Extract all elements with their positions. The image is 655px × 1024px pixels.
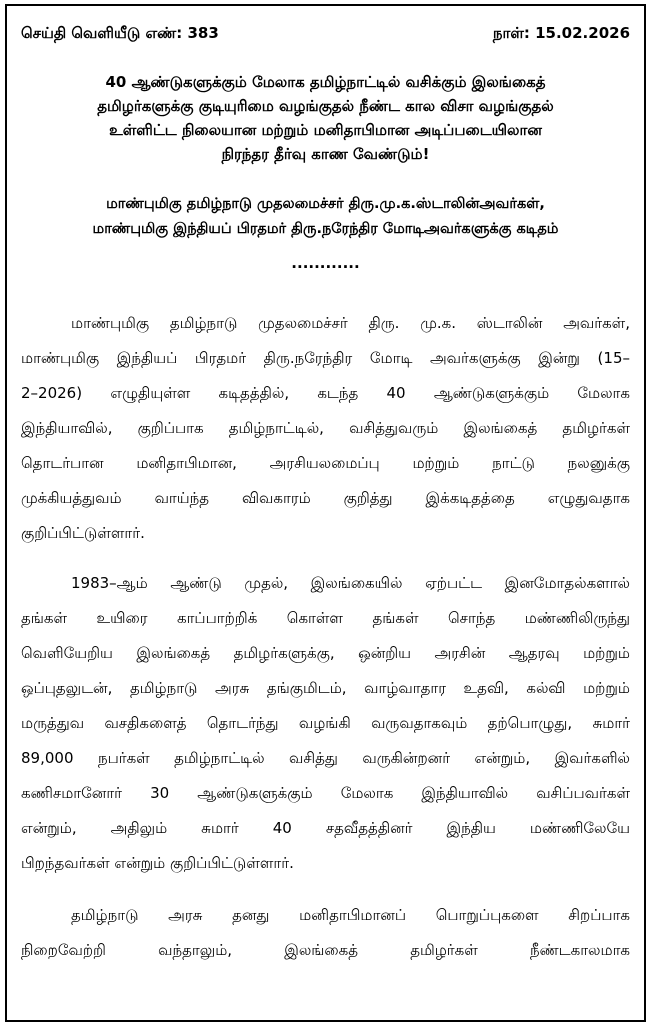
paragraph-line: கணிசமானோர் 30 ஆண்டுகளுக்கும் மேலாக இந்தியாவில் வசிப்பவர்கள்: [21, 784, 630, 802]
paragraph-line: மருத்துவ வசதிகளைத் தொடர்ந்து வழங்கி வருவதாகவும் தற்பொழுது, சுமார்: [21, 714, 630, 732]
paragraph-line: 89,000 நபர்கள் தமிழ்நாட்டில் வசித்து வருகின்றனர் என்றும், இவர்களில்: [21, 749, 630, 767]
headline-line: உள்ளிட்ட நிலையான மற்றும் மனிதாபிமான அடிப்படையிலான: [109, 121, 542, 139]
paragraph-line: தங்கள் உயிரை காப்பாற்றிக் கொள்ள தங்கள் சொந்த மண்ணிலிருந்து: [21, 609, 630, 627]
paragraph-line: நிறைவேற்றி வந்தாலும், இலங்கைத் தமிழர்கள் நீண்டகாலமாக: [21, 941, 630, 959]
release-date: நாள்: 15.02.2026: [492, 24, 630, 42]
separator: ............: [291, 254, 360, 272]
headline: [29, 70, 622, 166]
paragraph-line: ஒப்புதலுடன், தமிழ்நாடு அரசு தங்குமிடம், வாழ்வாதார உதவி, கல்வி மற்றும்: [21, 679, 630, 697]
paragraph-line: என்றும், அதிலும் சுமார் 40 சதவீதத்தினர் இந்திய மண்ணிலேயே: [21, 819, 630, 837]
paragraph-line: குறிப்பிட்டுள்ளார்.: [21, 524, 145, 542]
header: [21, 24, 630, 44]
headline-line: தமிழர்களுக்கு குடியுரிமை வழங்குதல் நீண்ட கால விசா வழங்குதல்: [97, 97, 554, 115]
headline-line: நிரந்தர தீர்வு காண வேண்டும்!: [221, 145, 430, 163]
release-number: செய்தி வெளியீடு எண்: 383: [21, 24, 219, 42]
paragraph-line: முக்கியத்துவம் வாய்ந்த விவகாரம் குறித்து இக்கடிதத்தை எழுதுவதாக: [21, 489, 630, 507]
paragraph-line: வெளியேறிய இலங்கைத் தமிழர்களுக்கு, ஒன்றிய அரசின் ஆதரவு மற்றும்: [21, 644, 630, 662]
paragraph-line: மாண்புமிகு இந்தியப் பிரதமர் திரு.நரேந்திர மோடி அவர்களுக்கு இன்று (15–: [21, 349, 630, 367]
paragraph-2: [21, 566, 630, 881]
paragraph-line: இந்தியாவில், குறிப்பாக தமிழ்நாட்டில், வசித்துவரும் இலங்கைத் தமிழர்கள்: [21, 419, 630, 437]
paragraph-line: தொடர்பான மனிதாபிமான, அரசியலமைப்பு மற்றும் நாட்டு நலனுக்கு: [21, 454, 630, 472]
headline-line: 40 ஆண்டுகளுக்கும் மேலாக தமிழ்நாட்டில் வசிக்கும் இலங்கைத்: [105, 73, 546, 91]
paragraph-1: [21, 306, 630, 551]
subheadline-line: மாண்புமிகு தமிழ்நாடு முதலமைச்சர் திரு.மு.க.ஸ்டாலின்அவர்கள்,: [106, 196, 545, 212]
paragraph-3: [21, 898, 630, 968]
subheadline: [21, 192, 630, 242]
paragraph-line: 1983–ஆம் ஆண்டு முதல், இலங்கையில் ஏற்பட்ட இனமோதல்களால்: [71, 574, 630, 592]
paragraph-line: பிறந்தவர்கள் என்றும் குறிப்பிட்டுள்ளார்.: [21, 854, 294, 872]
subheadline-line: மாண்புமிகு இந்தியப் பிரதமர் திரு.நரேந்திர மோடிஅவர்களுக்கு கடிதம்: [92, 221, 559, 237]
page-frame: [5, 4, 646, 1022]
paragraph-line: மாண்புமிகு தமிழ்நாடு முதலமைச்சர் திரு. மு.க. ஸ்டாலின் அவர்கள்,: [71, 314, 630, 332]
paragraph-line: 2–2026) எழுதியுள்ள கடிதத்தில், கடந்த 40 ஆண்டுகளுக்கும் மேலாக: [21, 384, 630, 402]
paragraph-line: தமிழ்நாடு அரசு தனது மனிதாபிமானப் பொறுப்புகளை சிறப்பாக: [71, 906, 630, 924]
